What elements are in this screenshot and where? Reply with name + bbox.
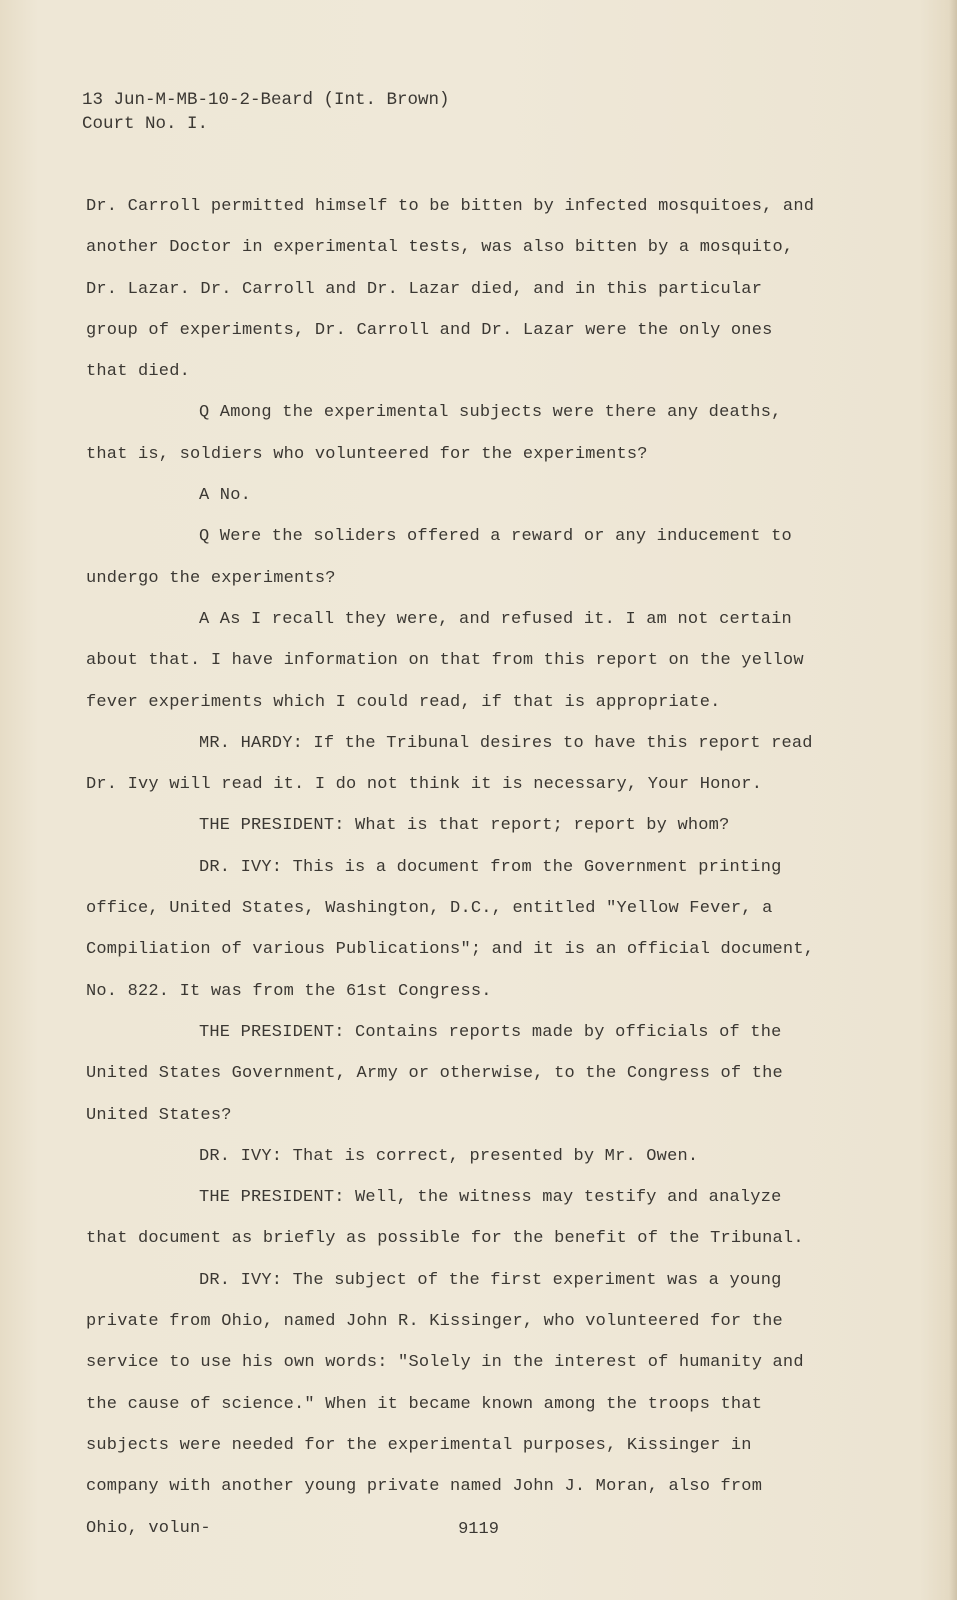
- paragraph-5: MR. HARDY: If the Tribunal desires to have this report read Dr. Ivy will read it. I do not think it is necessary, Your Honor.: [86, 733, 813, 795]
- header-court-line: Court No. I.: [82, 114, 209, 134]
- paragraph-2: A No.: [199, 486, 252, 506]
- paragraph-10: THE PRESIDENT: Well, the witness may testify and analyze that document as briefly as possible for the benefit of the Tribunal.: [86, 1188, 804, 1249]
- paragraph-8: THE PRESIDENT: Contains reports made by officials of the United States Government, Army or otherwise, to the Congress of the United States?: [86, 1022, 783, 1125]
- paragraph-1: Q Among the experimental subjects were there any deaths, that is, soldiers who volunteered for the experiments?: [86, 403, 782, 464]
- transcript-body: [86, 186, 816, 1549]
- document-header: [82, 88, 450, 136]
- paragraph-6: THE PRESIDENT: What is that report; report by whom?: [199, 816, 730, 836]
- paragraph-11: DR. IVY: The subject of the first experiment was a young private from Ohio, named John R. Kissinger, who volunteered for the service to use his own words: "Solely in the interest of humanity and the cause of science." When it became known among the troops that subjects were needed for the experimental purposes, Kissinger in company with another young private named John J. Moran, also from Ohio, volun-: [86, 1270, 804, 1538]
- paragraph-7: DR. IVY: This is a document from the Government printing office, United States, Washington, D.C., entitled "Yellow Fever, a Compiliation of various Publications"; and it is an official document, No. 822. It was from the 61st Congress.: [86, 857, 815, 1001]
- page-edge-shadow: [949, 0, 957, 1600]
- page-number: 9119: [458, 1520, 499, 1539]
- paragraph-0: Dr. Carroll permitted himself to be bitten by infected mosquitoes, and another Doctor in experimental tests, was also bitten by a mosquito, Dr. Lazar. Dr. Carroll and Dr. Lazar died, and in this particular group of experiments, Dr. Carroll and Dr. Lazar were the only ones that died.: [86, 197, 815, 382]
- paragraph-3: Q Were the soliders offered a reward or any inducement to undergo the experiments?: [86, 527, 792, 588]
- paragraph-4: A As I recall they were, and refused it. I am not certain about that. I have information on that from this report on the yellow fever experiments which I could read, if that is appropriate.: [86, 609, 804, 712]
- paragraph-9: DR. IVY: That is correct, presented by Mr. Owen.: [199, 1146, 699, 1166]
- header-session-line: 13 Jun-M-MB-10-2-Beard (Int. Brown): [82, 90, 450, 110]
